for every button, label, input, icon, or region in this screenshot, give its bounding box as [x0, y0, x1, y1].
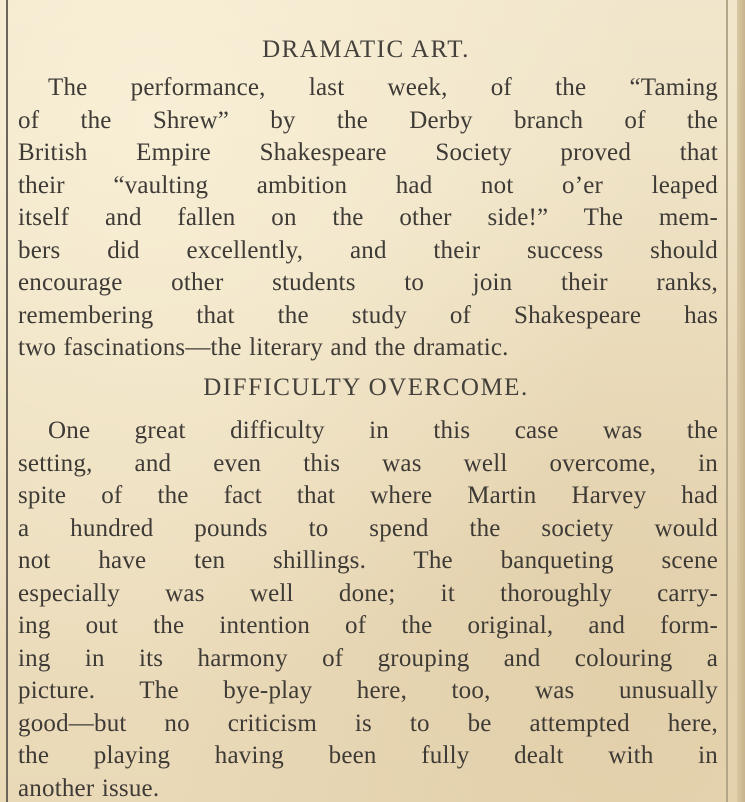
text-line: a hundred pounds to spend the society would — [18, 514, 718, 542]
text-line: One great difficulty in this case was the — [48, 417, 718, 444]
text-line: the playing having been fully dealt with in — [18, 742, 718, 769]
text-line: British Empire Shakespeare Society proved that — [18, 139, 718, 166]
text-line: setting, and even this was well overcome, in — [18, 449, 718, 477]
text-line: remembering that the study of Shakespeare has — [18, 301, 718, 329]
text-line: of the Shrew” by the Derby branch of the — [18, 106, 718, 134]
text-line: spite of the fact that where Martin Harvey had — [18, 482, 718, 509]
text-line: encourage other students to join their ranks, — [18, 269, 718, 296]
section-heading-difficulty-overcome: DIFFICULTY OVERCOME. — [203, 374, 529, 401]
paper-edge — [737, 0, 745, 802]
column-rule-right — [726, 0, 728, 802]
section-heading-dramatic-art: DRAMATIC ART. — [262, 36, 470, 63]
text-line: their “vaulting ambition had not o’er leaped — [18, 171, 718, 199]
text-line: The performance, last week, of the “Taming — [48, 74, 718, 101]
text-line: ing in its harmony of grouping and colouring a — [18, 644, 718, 672]
text-line: ing out the intention of the original, and form- — [18, 612, 718, 639]
column-rule-left — [6, 0, 8, 802]
text-line: itself and fallen on the other side!” The mem- — [18, 204, 718, 231]
paragraph-difficulty-overcome — [18, 415, 718, 802]
text-line: especially was well done; it thoroughly carry- — [18, 579, 718, 607]
text-line: good—but no criticism is to be attempted here, — [18, 709, 718, 737]
text-line: not have ten shillings. The banqueting scene — [18, 547, 718, 574]
text-line: two fascinations—the literary and the dramatic. — [18, 334, 509, 361]
paragraph-dramatic-art — [18, 72, 718, 365]
text-line: picture. The bye-play here, too, was unusually — [18, 677, 718, 704]
text-line: another issue. — [18, 774, 160, 802]
text-line: bers did excellently, and their success should — [18, 236, 718, 264]
